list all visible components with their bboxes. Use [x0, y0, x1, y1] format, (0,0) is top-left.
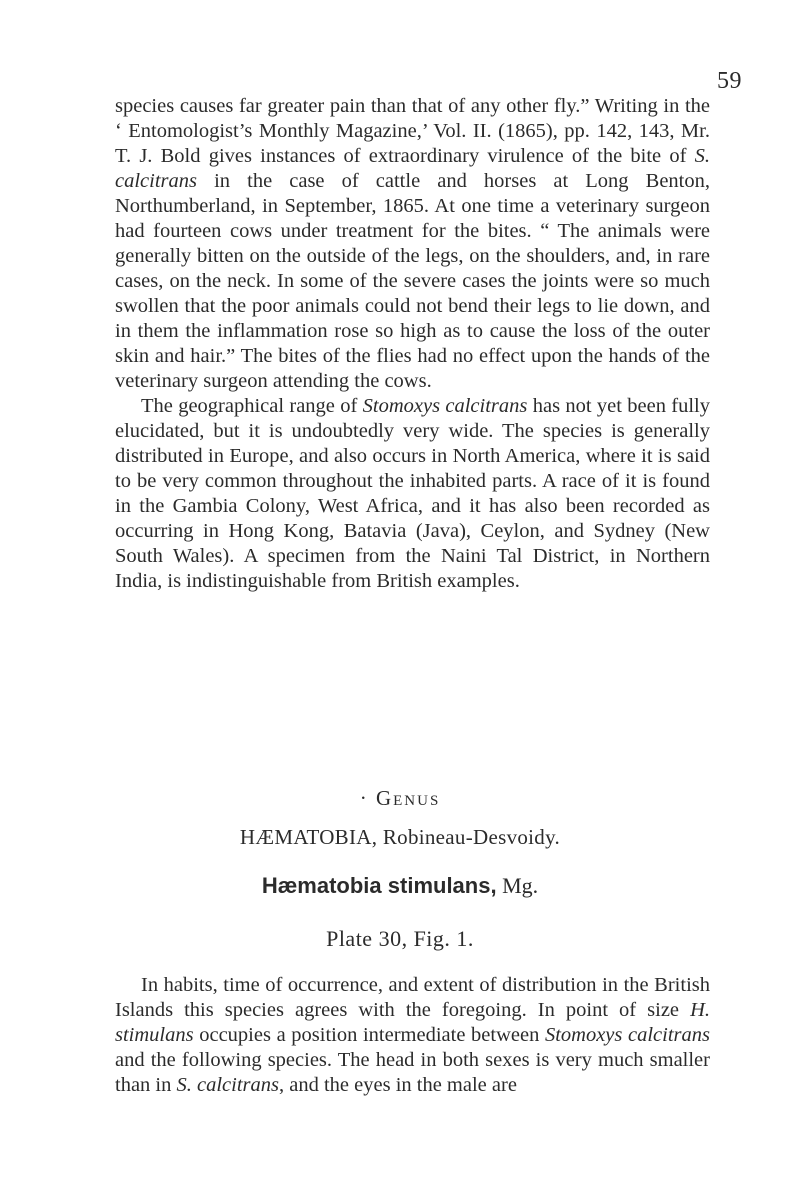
body-text-upper — [115, 94, 710, 594]
body-text-lower — [115, 973, 710, 1098]
genus-heading: · Genus — [359, 786, 441, 810]
page-number: 59 — [717, 68, 742, 94]
paragraph-habits: In habits, time of occurrence, and extent of distribution in the British Islands this species agrees with the foregoing. In point of size H. stimulans occupies a position intermediate between Stomoxys calcitrans and the following species. The head in both sexes is very much smaller than in S. calcitrans, and the eyes in the male are — [115, 974, 710, 1096]
plate-reference: Plate 30, Fig. 1. — [326, 926, 474, 951]
species-title — [0, 873, 800, 899]
species-author: Mg. — [502, 873, 539, 898]
species-name: Hæmatobia stimulans, — [261, 873, 497, 898]
genus-name: HÆMATOBIA, Robineau-Desvoidy. — [239, 825, 561, 849]
paragraph-bite-virulence: species causes far greater pain than that of any other fly.” Writing in the ‘ Entomologist’s Monthly Magazine,’ Vol. II. (1865), pp. 142, 143, Mr. T. J. Bold gives instances of extraordinary virulence of the bite of S. calcitrans in the case of cattle and horses at Long Benton, Northumberland, in September, 1865. At one time a veterinary surgeon had fourteen cows under treatment for the bites. “ The animals were generally bitten on the outside of the legs, on the shoulders, and, in rare cases, on the neck. In some of the severe cases the joints were so much swollen that the poor animals could not bend their legs to lie down, and in them the inflammation rose so high as to cause the loss of the outer skin and hair.” The bites of the flies had no effect upon the hands of the veterinary surgeon attending the cows. — [115, 95, 710, 392]
paragraph-geographical-range: The geographical range of Stomoxys calcitrans has not yet been fully elucidated, but it is undoubtedly very wide. The species is generally distributed in Europe, and also occurs in North America, where it is said to be very common throughout the inhabited parts. A race of it is found in the Gambia Colony, West Africa, and it has also been recorded as occurring in Hong Kong, Batavia (Java), Ceylon, and Sydney (New South Wales). A specimen from the Naini Tal District, in Northern India, is indistinguishable from British examples. — [115, 395, 710, 592]
